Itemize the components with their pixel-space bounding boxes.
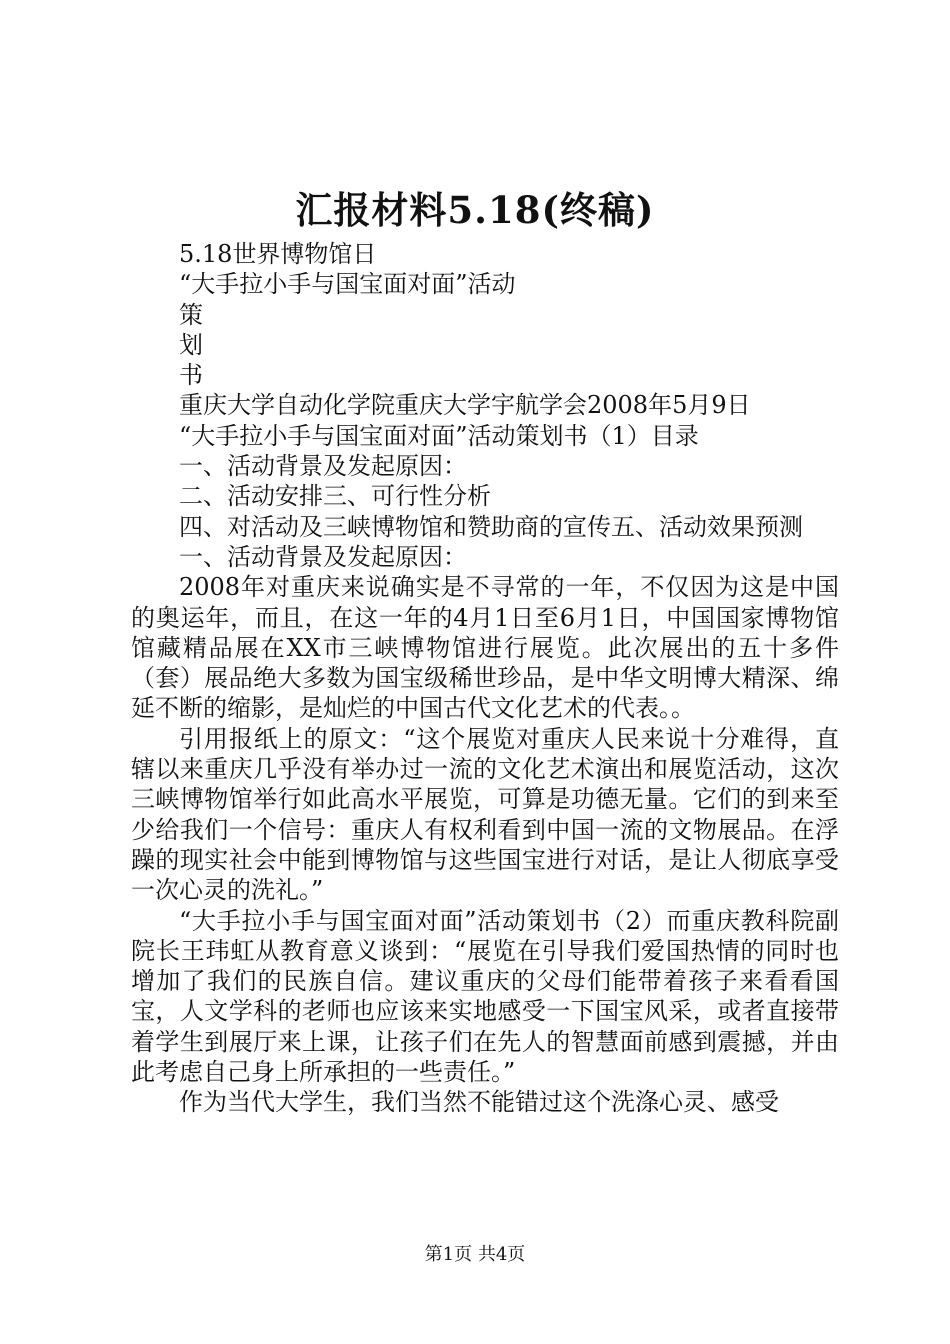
- activity-name-line: “大手拉小手与国宝面对面”活动: [179, 270, 516, 299]
- document-title: 汇报材料5.18(终稿): [295, 188, 655, 232]
- organizer-date-line: 重庆大学自动化学院重庆大学宇航学会2008年5月9日: [179, 391, 751, 420]
- body-paragraph: 作为当代大学生，我们当然不能错过这个洗涤心灵、感受: [179, 1088, 779, 1117]
- toc-item: 一、活动背景及发起原因：: [179, 452, 467, 481]
- body-paragraph: 2008年对重庆来说确实是不寻常的一年，不仅因为这是中国的奥运年，而且，在这一年的4月1日至6月1日，中国国家博物馆馆藏精品展在XX市三峡博物馆进行展览。此次展出的五十多件（套）展品绝大多数为国宝级稀世珍品，是中华文明博大精深、绵延不断的缩影，是灿烂的中国古代文化艺术的代表。。: [131, 573, 839, 723]
- vertical-char-line: 划: [179, 330, 203, 359]
- subtitle-line: 5.18世界博物馆日: [179, 240, 377, 268]
- section-heading: 一、活动背景及发起原因：: [179, 542, 467, 571]
- body-paragraph: 引用报纸上的原文：“这个展览对重庆人民来说十分难得，直辖以来重庆几乎没有举办过一流的文化艺术演出和展览活动，这次三峡博物馆举行如此高水平展览，可算是功德无量。它们的到来至少给我们一个信号：重庆人有权利看到中国一流的文物展品。在浮躁的现实社会中能到博物馆与这些国宝进行对话，是让人彻底享受一次心灵的洗礼。”: [131, 724, 839, 905]
- toc-item: 二、活动安排三、可行性分析: [179, 482, 491, 511]
- toc-item: 四、对活动及三峡博物馆和赞助商的宣传五、活动效果预测: [179, 512, 803, 541]
- page-number-footer: 第1页 共4页: [424, 1244, 526, 1265]
- vertical-char-line: 策: [179, 300, 203, 329]
- document-body: [131, 239, 839, 1118]
- vertical-char-line: 书: [179, 361, 203, 390]
- toc-heading: “大手拉小手与国宝面对面”活动策划书（1）目录: [179, 421, 699, 450]
- body-paragraph: “大手拉小手与国宝面对面”活动策划书（2）而重庆教科院副院长王玮虹从教育意义谈到：“展览在引导我们爱国热情的同时也增加了我们的民族自信。建议重庆的父母们能带着孩子来看看国宝，人文学科的老师也应该来实地感受一下国宝风采，或者直接带着学生到展厅来上课，让孩子们在先人的智慧面前感到震撼，并由此考虑自己身上所承担的一些责任。”: [131, 906, 839, 1087]
